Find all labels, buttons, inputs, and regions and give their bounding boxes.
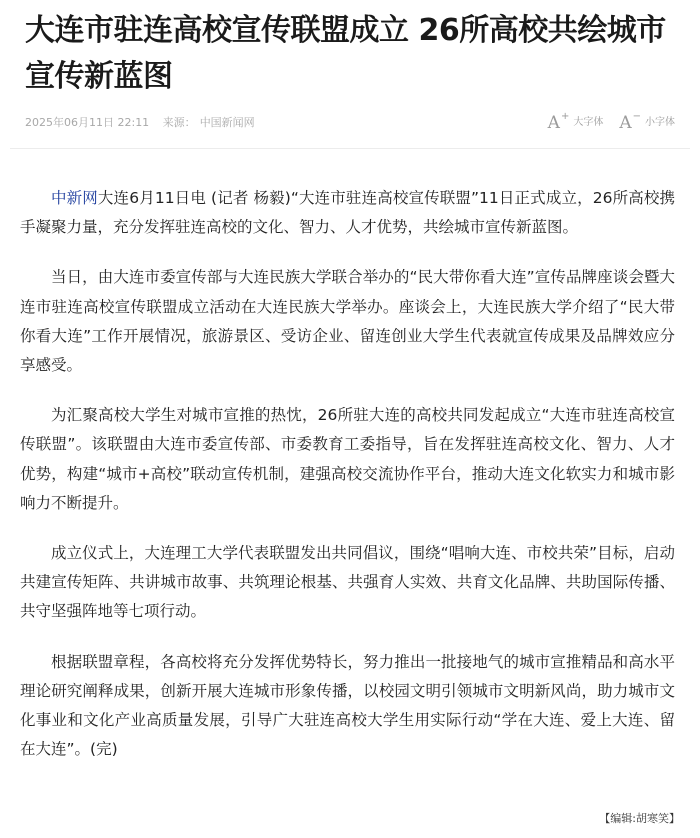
source-name: 中国新闻网 xyxy=(199,116,255,129)
article-body xyxy=(20,184,675,785)
source-label: 来源： xyxy=(162,116,196,129)
large-font-button[interactable]: A + 大字体 xyxy=(547,111,604,133)
large-font-label: 大字体 xyxy=(573,117,604,128)
small-font-label: 小字体 xyxy=(645,117,675,128)
font-increase-icon: A xyxy=(547,113,560,133)
article-title: 大连市驻连高校宣传联盟成立 26所高校共绘城市宣传新蓝图 xyxy=(25,13,666,94)
lead-source-link[interactable]: 中新网 xyxy=(51,189,98,207)
editor-credit: 【编辑:胡寒笑】 xyxy=(599,812,680,825)
header-divider xyxy=(10,148,690,149)
article-meta xyxy=(25,113,675,133)
small-font-button[interactable]: A − 小字体 xyxy=(619,111,675,133)
paragraph-text: 大连6月11日电 (记者 杨毅)“大连市驻连高校宣传联盟”11日正式成立，26所高校携手凝聚力量，充分发挥驻连高校的文化、智力、人才优势，共绘城市宣传新蓝图。 xyxy=(20,189,675,237)
paragraph: 当日，由大连市委宣传部与大连民族大学联合举办的“民大带你看大连”宣传品牌座谈会暨大连市驻连高校宣传联盟成立活动在大连民族大学举办。座谈会上，大连民族大学介绍了“民大带你看大连”工作开展情况，旅游景区、受访企业、留连创业大学生代表就宣传成果及品牌效应分享感受。 xyxy=(20,268,675,375)
paragraph: 根据联盟章程，各高校将充分发挥优势特长，努力推出一批接地气的城市宣推精品和高水平理论研究阐释成果，创新开展大连城市形象传播，以校园文明引领城市文明新风尚，助力城市文化事业和文化产业高质量发展，引导广大驻连高校大学生用实际行动“学在大连、爱上大连、留在大连”。(完) xyxy=(20,652,675,759)
paragraph: 成立仪式上，大连理工大学代表联盟发出共同倡议，围绕“唱响大连、市校共荣”目标，启动共建宣传矩阵、共讲城市故事、共筑理论根基、共强育人实效、共育文化品牌、共助国际传播、共守坚强阵地等七项行动。 xyxy=(20,544,675,621)
font-decrease-icon: A xyxy=(619,113,632,133)
font-size-tools xyxy=(532,113,675,133)
paragraph xyxy=(20,184,675,242)
publish-date: 2025年06月11日 22:11 xyxy=(25,116,150,129)
paragraph: 为汇聚高校大学生对城市宣推的热忱，26所驻大连的高校共同发起成立“大连市驻连高校宣传联盟”。该联盟由大连市委宣传部、市委教育工委指导，旨在发挥驻连高校文化、智力、人才优势，构建“城市+高校”联动宣传机制，建强高校交流协作平台，推动大连文化软实力和城市影响力不断提升。 xyxy=(20,406,675,512)
